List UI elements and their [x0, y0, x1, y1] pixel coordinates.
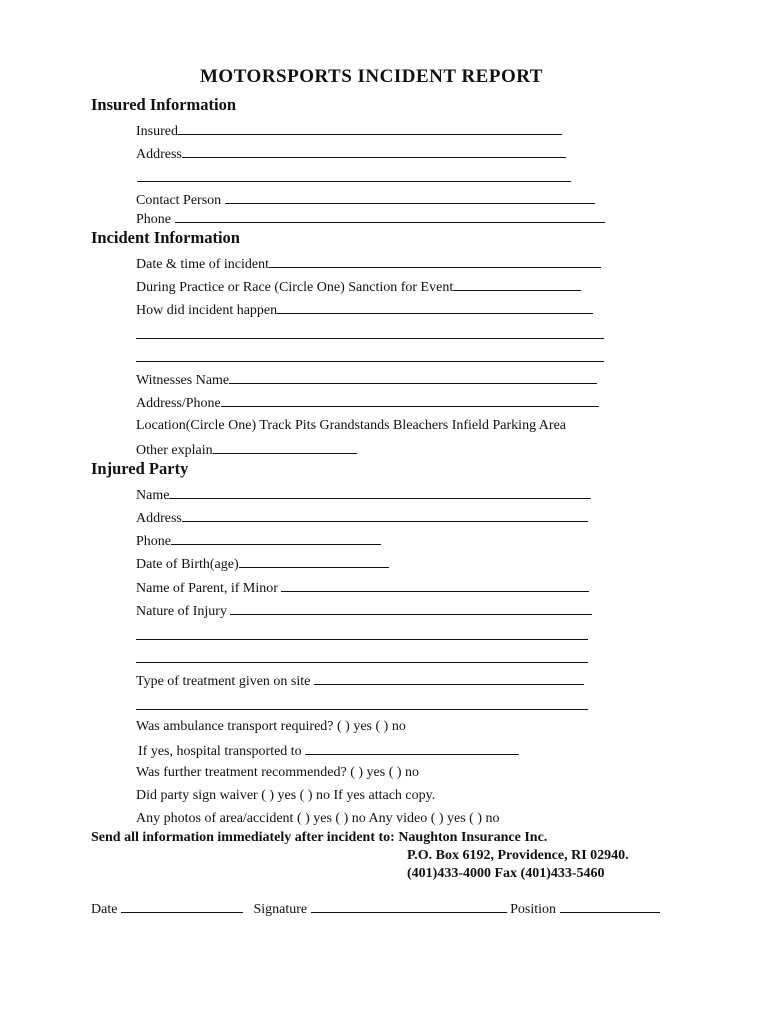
injured-phone-label: Phone	[136, 534, 171, 549]
section-heading-incident: Incident Information	[91, 228, 240, 247]
further-row: Was further treatment recommended? ( ) yes ( ) no	[136, 765, 420, 780]
witnesses-label: Witnesses Name	[136, 373, 230, 388]
datetime-field[interactable]	[269, 254, 601, 268]
insured-field[interactable]	[178, 121, 562, 135]
nature-field-line-3[interactable]	[136, 662, 588, 663]
injured-address-label: Address	[136, 511, 182, 526]
how-field-line-3[interactable]	[136, 361, 604, 362]
dob-row	[136, 554, 389, 574]
hospital-row	[138, 741, 519, 761]
address-field-line-2[interactable]	[137, 181, 571, 182]
date-field[interactable]	[121, 899, 243, 913]
waiver-row: Did party sign waiver ( ) yes ( ) no If yes attach copy.	[136, 788, 436, 803]
injured-name-label: Name	[136, 488, 170, 503]
address-field[interactable]	[182, 144, 566, 158]
page-title: MOTORSPORTS INCIDENT REPORT	[200, 66, 543, 87]
signature-row	[91, 899, 660, 919]
parent-label: Name of Parent, if Minor	[136, 581, 278, 596]
practice-row	[136, 277, 581, 297]
treatment-row	[136, 671, 584, 691]
other-label: Other explain	[136, 443, 213, 458]
nature-field[interactable]	[230, 601, 592, 615]
treatment-field[interactable]	[314, 671, 584, 685]
nature-label: Nature of Injury	[136, 604, 227, 619]
how-field[interactable]	[277, 300, 593, 314]
phone-row	[136, 209, 605, 229]
treatment-label: Type of treatment given on site	[136, 674, 311, 689]
practice-label: During Practice or Race (Circle One) Sanction for Event	[136, 280, 454, 295]
phone-label: Phone	[136, 212, 171, 227]
how-row	[136, 300, 593, 320]
other-field[interactable]	[213, 440, 357, 454]
dob-label: Date of Birth(age)	[136, 557, 239, 572]
contact-field[interactable]	[225, 190, 595, 204]
address-label: Address	[136, 147, 182, 162]
address-phone-label: Address/Phone	[136, 396, 221, 411]
phone-fax: (401)433-4000 Fax (401)433-5460	[407, 866, 605, 881]
phone-field[interactable]	[175, 209, 605, 223]
how-label: How did incident happen	[136, 303, 278, 318]
location-row: Location(Circle One) Track Pits Grandstands Bleachers Infield Parking Area	[136, 418, 567, 433]
injured-phone-field[interactable]	[171, 531, 381, 545]
treatment-field-line-2[interactable]	[136, 709, 588, 710]
section-heading-insured: Insured Information	[91, 95, 237, 114]
injured-phone-row	[136, 531, 381, 551]
address-phone-field[interactable]	[221, 393, 599, 407]
parent-row	[136, 578, 589, 598]
date-label: Date	[91, 902, 118, 917]
injured-address-row	[136, 508, 588, 528]
parent-field[interactable]	[281, 578, 589, 592]
other-row	[136, 440, 357, 460]
contact-label: Contact Person	[136, 193, 222, 208]
section-heading-injured: Injured Party	[91, 459, 189, 478]
address-phone-row	[136, 393, 599, 413]
datetime-label: Date & time of incident	[136, 257, 269, 272]
hospital-field[interactable]	[305, 741, 519, 755]
address-row	[136, 144, 566, 164]
dob-field[interactable]	[239, 554, 389, 568]
injured-name-field[interactable]	[169, 485, 591, 499]
witnesses-field[interactable]	[229, 370, 597, 384]
hospital-label: If yes, hospital transported to	[138, 744, 302, 759]
position-label: Position	[510, 902, 556, 917]
insured-label: Insured	[136, 124, 178, 139]
signature-label: Signature	[253, 902, 308, 917]
sanction-field[interactable]	[453, 277, 581, 291]
witnesses-row	[136, 370, 597, 390]
nature-row	[136, 601, 592, 621]
send-instructions: Send all information immediately after incident to: Naughton Insurance Inc.	[91, 830, 548, 845]
signature-field[interactable]	[311, 899, 507, 913]
photos-row: Any photos of area/accident ( ) yes ( ) no Any video ( ) yes ( ) no	[136, 811, 500, 826]
datetime-row	[136, 254, 601, 274]
how-field-line-2[interactable]	[136, 338, 604, 339]
injured-name-row	[136, 485, 591, 505]
injured-address-field[interactable]	[182, 508, 588, 522]
nature-field-line-2[interactable]	[136, 639, 588, 640]
insured-row	[136, 121, 562, 141]
mailing-address: P.O. Box 6192, Providence, RI 02940.	[407, 848, 629, 863]
ambulance-row: Was ambulance transport required? ( ) yes ( ) no	[136, 719, 406, 734]
position-field[interactable]	[560, 899, 660, 913]
contact-row	[136, 190, 595, 210]
